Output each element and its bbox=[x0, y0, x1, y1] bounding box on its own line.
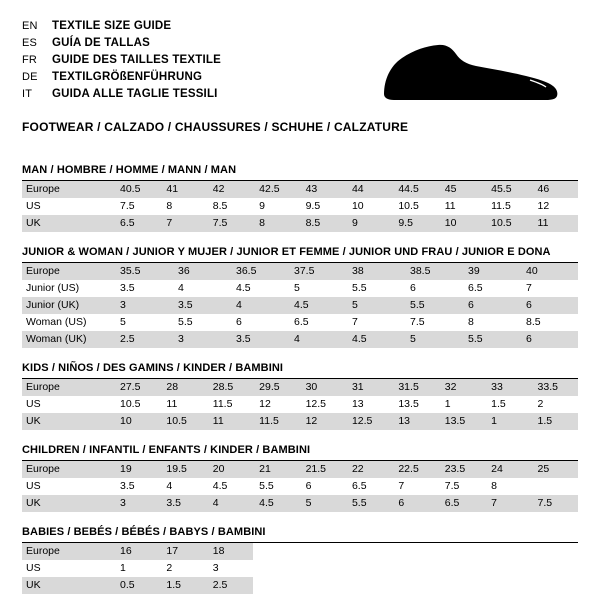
cell: 25 bbox=[532, 461, 578, 478]
cell: 42.5 bbox=[253, 181, 299, 198]
cell bbox=[346, 560, 392, 577]
cell: 3 bbox=[114, 495, 160, 512]
cell: 3 bbox=[172, 331, 230, 348]
table-row bbox=[22, 314, 578, 331]
table-row bbox=[22, 379, 578, 396]
cell: 12.5 bbox=[300, 396, 346, 413]
cell: 5.5 bbox=[346, 280, 404, 297]
table-row bbox=[22, 280, 578, 297]
cell bbox=[346, 543, 392, 560]
cell: 36.5 bbox=[230, 263, 288, 280]
language-title: TEXTILE SIZE GUIDE bbox=[52, 20, 172, 32]
table-row bbox=[22, 198, 578, 215]
cell: 41 bbox=[160, 181, 206, 198]
language-title: GUÍA DE TALLAS bbox=[52, 37, 150, 49]
cell: 40 bbox=[520, 263, 578, 280]
cell bbox=[439, 543, 485, 560]
cell: 19.5 bbox=[160, 461, 206, 478]
cell: 7 bbox=[160, 215, 206, 232]
cell: 31 bbox=[346, 379, 392, 396]
cell: 7 bbox=[392, 478, 438, 495]
cell bbox=[532, 478, 578, 495]
cell: 10.5 bbox=[485, 215, 531, 232]
cell: 9.5 bbox=[392, 215, 438, 232]
cell: 43 bbox=[300, 181, 346, 198]
language-code: IT bbox=[22, 88, 33, 100]
cell: 12 bbox=[253, 396, 299, 413]
cell: 1 bbox=[485, 413, 531, 430]
footwear-category-title: FOOTWEAR / CALZADO / CHAUSSURES / SCHUHE / CALZATURE bbox=[22, 120, 409, 134]
cell: 7.5 bbox=[207, 215, 253, 232]
cell: 6 bbox=[404, 280, 462, 297]
row-label: UK bbox=[22, 215, 114, 232]
size-table-junior-woman bbox=[22, 263, 578, 348]
section-title: MAN / HOMBRE / HOMME / MANN / MAN bbox=[22, 164, 578, 181]
table-row bbox=[22, 297, 578, 314]
cell bbox=[485, 543, 531, 560]
cell: 6.5 bbox=[346, 478, 392, 495]
cell: 11 bbox=[532, 215, 578, 232]
cell: 33 bbox=[485, 379, 531, 396]
cell: 11.5 bbox=[207, 396, 253, 413]
table-row bbox=[22, 478, 578, 495]
cell: 12 bbox=[532, 198, 578, 215]
cell: 3.5 bbox=[114, 478, 160, 495]
row-label: US bbox=[22, 478, 114, 495]
cell: 29.5 bbox=[253, 379, 299, 396]
cell: 3 bbox=[207, 560, 253, 577]
cell: 45 bbox=[439, 181, 485, 198]
size-table-kids bbox=[22, 379, 578, 430]
cell: 21 bbox=[253, 461, 299, 478]
cell: 2.5 bbox=[207, 577, 253, 594]
section-man bbox=[22, 164, 578, 232]
cell bbox=[439, 560, 485, 577]
cell: 44.5 bbox=[392, 181, 438, 198]
cell: 8 bbox=[253, 215, 299, 232]
language-row bbox=[22, 52, 221, 69]
table-row bbox=[22, 461, 578, 478]
cell: 37.5 bbox=[288, 263, 346, 280]
cell: 11.5 bbox=[253, 413, 299, 430]
row-label: Europe bbox=[22, 461, 114, 478]
table-row bbox=[22, 263, 578, 280]
cell: 4.5 bbox=[207, 478, 253, 495]
language-code: DE bbox=[22, 71, 38, 83]
cell: 35.5 bbox=[114, 263, 172, 280]
cell bbox=[485, 577, 531, 594]
cell: 2.5 bbox=[114, 331, 172, 348]
cell: 31.5 bbox=[392, 379, 438, 396]
cell: 30 bbox=[300, 379, 346, 396]
cell: 8.5 bbox=[207, 198, 253, 215]
cell bbox=[300, 543, 346, 560]
cell: 5 bbox=[346, 297, 404, 314]
row-label: Europe bbox=[22, 379, 114, 396]
size-table-children bbox=[22, 461, 578, 512]
size-table-babies bbox=[22, 543, 578, 594]
language-code: EN bbox=[22, 20, 38, 32]
table-row bbox=[22, 396, 578, 413]
cell: 10 bbox=[439, 215, 485, 232]
cell: 32 bbox=[439, 379, 485, 396]
cell: 46 bbox=[532, 181, 578, 198]
cell: 2 bbox=[160, 560, 206, 577]
section-children bbox=[22, 444, 578, 512]
row-label: Woman (UK) bbox=[22, 331, 114, 348]
cell: 23.5 bbox=[439, 461, 485, 478]
cell: 1.5 bbox=[532, 413, 578, 430]
row-label: Europe bbox=[22, 543, 114, 560]
cell: 5.5 bbox=[253, 478, 299, 495]
cell: 13 bbox=[346, 396, 392, 413]
cell: 44 bbox=[346, 181, 392, 198]
cell: 39 bbox=[462, 263, 520, 280]
cell bbox=[253, 560, 299, 577]
cell bbox=[346, 577, 392, 594]
cell: 4.5 bbox=[288, 297, 346, 314]
cell: 11 bbox=[439, 198, 485, 215]
cell: 7.5 bbox=[532, 495, 578, 512]
cell: 38 bbox=[346, 263, 404, 280]
row-label: US bbox=[22, 396, 114, 413]
cell: 5 bbox=[114, 314, 172, 331]
cell: 4 bbox=[172, 280, 230, 297]
cell bbox=[300, 577, 346, 594]
cell bbox=[392, 543, 438, 560]
table-row bbox=[22, 495, 578, 512]
row-label: US bbox=[22, 198, 114, 215]
row-label: UK bbox=[22, 577, 114, 594]
cell: 5.5 bbox=[462, 331, 520, 348]
row-label: Europe bbox=[22, 181, 114, 198]
cell: 10.5 bbox=[114, 396, 160, 413]
row-label: Junior (US) bbox=[22, 280, 114, 297]
cell: 12.5 bbox=[346, 413, 392, 430]
cell: 9 bbox=[253, 198, 299, 215]
cell: 5 bbox=[288, 280, 346, 297]
cell: 24 bbox=[485, 461, 531, 478]
cell bbox=[300, 560, 346, 577]
section-title: KIDS / NIÑOS / DES GAMINS / KINDER / BAMBINI bbox=[22, 362, 578, 379]
cell: 28.5 bbox=[207, 379, 253, 396]
row-label: UK bbox=[22, 495, 114, 512]
size-table-man bbox=[22, 181, 578, 232]
cell bbox=[532, 560, 578, 577]
cell: 10 bbox=[114, 413, 160, 430]
table-row bbox=[22, 413, 578, 430]
language-row bbox=[22, 35, 221, 52]
language-row bbox=[22, 69, 221, 86]
cell: 5.5 bbox=[172, 314, 230, 331]
cell: 6 bbox=[392, 495, 438, 512]
page-header bbox=[22, 18, 578, 110]
cell: 22 bbox=[346, 461, 392, 478]
language-title-list bbox=[22, 18, 221, 103]
cell: 2 bbox=[532, 396, 578, 413]
row-label: US bbox=[22, 560, 114, 577]
cell: 7 bbox=[520, 280, 578, 297]
cell: 16 bbox=[114, 543, 160, 560]
section-title: CHILDREN / INFANTIL / ENFANTS / KINDER / BAMBINI bbox=[22, 444, 578, 461]
table-row bbox=[22, 560, 578, 577]
cell: 36 bbox=[172, 263, 230, 280]
cell: 7.5 bbox=[404, 314, 462, 331]
cell: 6.5 bbox=[462, 280, 520, 297]
table-row bbox=[22, 331, 578, 348]
cell: 5.5 bbox=[404, 297, 462, 314]
cell: 1.5 bbox=[160, 577, 206, 594]
cell: 8.5 bbox=[520, 314, 578, 331]
section-junior-woman bbox=[22, 246, 578, 348]
cell: 10.5 bbox=[392, 198, 438, 215]
cell: 4 bbox=[207, 495, 253, 512]
dress-shoe-icon bbox=[380, 36, 560, 106]
cell: 1 bbox=[114, 560, 160, 577]
cell: 27.5 bbox=[114, 379, 160, 396]
language-title: TEXTILGRÖßENFÜHRUNG bbox=[52, 71, 203, 83]
cell: 9 bbox=[346, 215, 392, 232]
language-title: GUIDA ALLE TAGLIE TESSILI bbox=[52, 88, 218, 100]
cell: 6 bbox=[300, 478, 346, 495]
cell: 7 bbox=[346, 314, 404, 331]
cell bbox=[532, 543, 578, 560]
cell: 8.5 bbox=[300, 215, 346, 232]
cell: 42 bbox=[207, 181, 253, 198]
cell: 40.5 bbox=[114, 181, 160, 198]
cell: 5 bbox=[300, 495, 346, 512]
cell: 1 bbox=[439, 396, 485, 413]
cell: 10.5 bbox=[160, 413, 206, 430]
cell: 19 bbox=[114, 461, 160, 478]
cell: 3.5 bbox=[172, 297, 230, 314]
cell: 6.5 bbox=[114, 215, 160, 232]
cell: 33.5 bbox=[532, 379, 578, 396]
cell: 17 bbox=[160, 543, 206, 560]
cell: 12 bbox=[300, 413, 346, 430]
row-label: Europe bbox=[22, 263, 114, 280]
cell: 6 bbox=[520, 331, 578, 348]
cell bbox=[253, 577, 299, 594]
section-title: BABIES / BEBÉS / BÉBÉS / BABYS / BAMBINI bbox=[22, 526, 578, 543]
cell: 1.5 bbox=[485, 396, 531, 413]
section-babies bbox=[22, 526, 578, 594]
cell: 7.5 bbox=[114, 198, 160, 215]
cell bbox=[532, 577, 578, 594]
cell: 13.5 bbox=[439, 413, 485, 430]
cell: 0.5 bbox=[114, 577, 160, 594]
cell: 3.5 bbox=[114, 280, 172, 297]
cell: 5.5 bbox=[346, 495, 392, 512]
language-code: FR bbox=[22, 54, 38, 66]
language-title: GUIDE DES TAILLES TEXTILE bbox=[52, 54, 221, 66]
cell: 21.5 bbox=[300, 461, 346, 478]
row-label: UK bbox=[22, 413, 114, 430]
cell: 4 bbox=[230, 297, 288, 314]
cell: 18 bbox=[207, 543, 253, 560]
row-label: Woman (US) bbox=[22, 314, 114, 331]
cell: 9.5 bbox=[300, 198, 346, 215]
cell: 4.5 bbox=[253, 495, 299, 512]
cell: 22.5 bbox=[392, 461, 438, 478]
language-row bbox=[22, 18, 221, 35]
cell: 4.5 bbox=[346, 331, 404, 348]
language-code: ES bbox=[22, 37, 38, 49]
cell: 6 bbox=[230, 314, 288, 331]
cell: 7.5 bbox=[439, 478, 485, 495]
cell: 5 bbox=[404, 331, 462, 348]
section-title: JUNIOR & WOMAN / JUNIOR Y MUJER / JUNIOR ET FEMME / JUNIOR UND FRAU / JUNIOR E DONA bbox=[22, 246, 578, 263]
cell: 13.5 bbox=[392, 396, 438, 413]
cell: 6 bbox=[520, 297, 578, 314]
cell: 7 bbox=[485, 495, 531, 512]
cell: 8 bbox=[160, 198, 206, 215]
cell: 3.5 bbox=[160, 495, 206, 512]
cell: 11 bbox=[207, 413, 253, 430]
cell bbox=[253, 543, 299, 560]
cell: 4 bbox=[288, 331, 346, 348]
cell bbox=[439, 577, 485, 594]
cell: 20 bbox=[207, 461, 253, 478]
table-row bbox=[22, 577, 578, 594]
cell: 13 bbox=[392, 413, 438, 430]
cell: 28 bbox=[160, 379, 206, 396]
cell: 38.5 bbox=[404, 263, 462, 280]
cell: 3 bbox=[114, 297, 172, 314]
cell bbox=[392, 577, 438, 594]
cell: 11.5 bbox=[485, 198, 531, 215]
section-kids bbox=[22, 362, 578, 430]
cell: 8 bbox=[485, 478, 531, 495]
cell: 10 bbox=[346, 198, 392, 215]
cell bbox=[485, 560, 531, 577]
row-label: Junior (UK) bbox=[22, 297, 114, 314]
cell: 4.5 bbox=[230, 280, 288, 297]
cell: 4 bbox=[160, 478, 206, 495]
table-row bbox=[22, 215, 578, 232]
size-sections bbox=[22, 164, 578, 594]
cell: 45.5 bbox=[485, 181, 531, 198]
table-row bbox=[22, 181, 578, 198]
language-row bbox=[22, 86, 221, 103]
cell: 11 bbox=[160, 396, 206, 413]
cell: 8 bbox=[462, 314, 520, 331]
table-row bbox=[22, 543, 578, 560]
cell: 6.5 bbox=[439, 495, 485, 512]
cell: 6.5 bbox=[288, 314, 346, 331]
cell: 6 bbox=[462, 297, 520, 314]
cell: 3.5 bbox=[230, 331, 288, 348]
cell bbox=[392, 560, 438, 577]
